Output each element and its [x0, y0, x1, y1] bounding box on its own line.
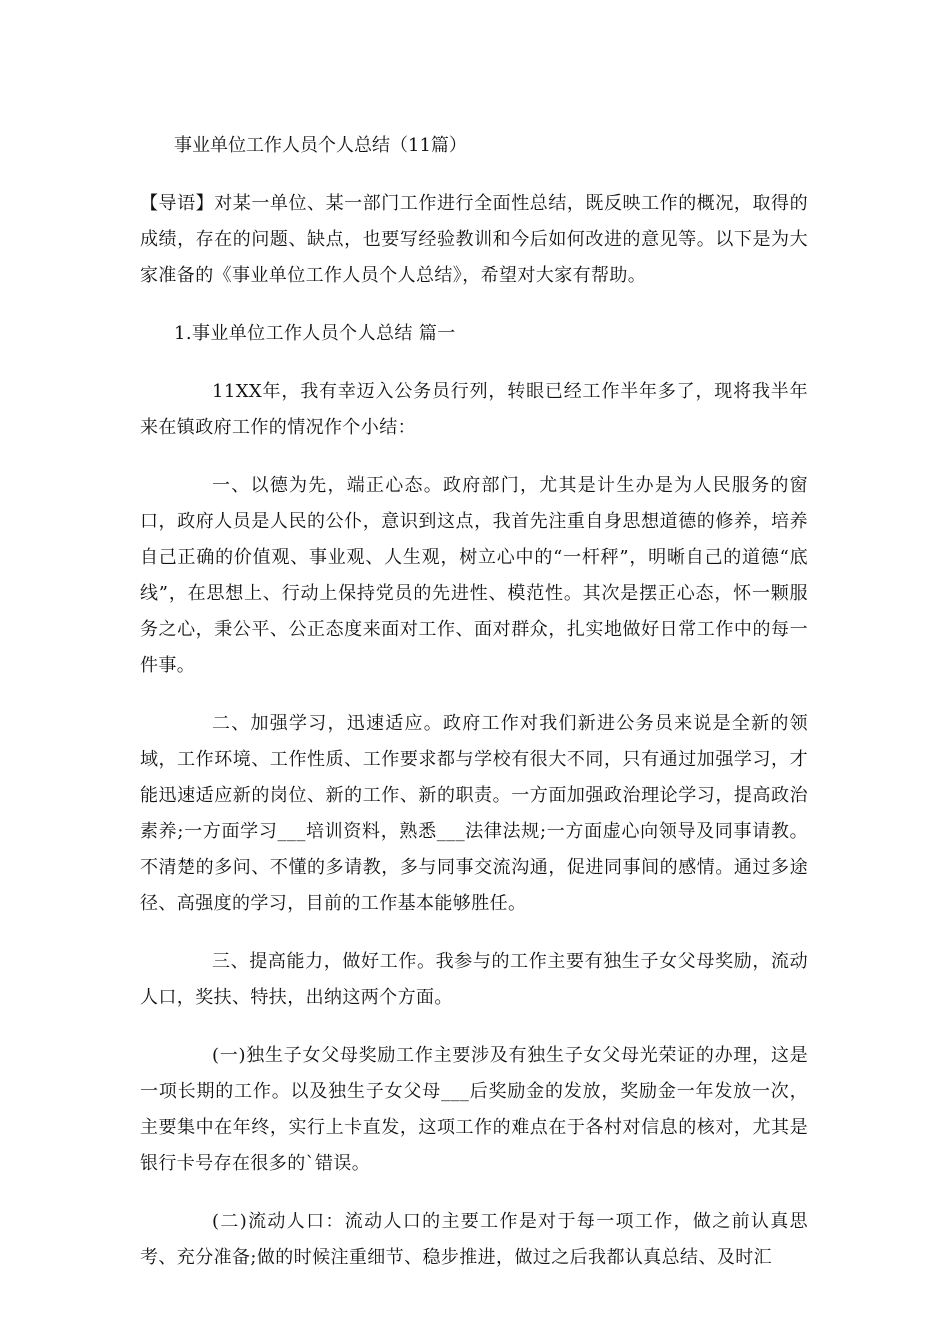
paragraph-sub-one: (一)独生子女父母奖励工作主要涉及有独生子女父母光荣证的办理，这是一项长期的工作。以及独生子女父母___后奖励金的发放，奖励金一年发放一次，主要集中在年终，实行上卡直发，这项工作的难点在于各村对信息的核对，尤其是银行卡号存在很多的`错误。 [140, 1045, 808, 1174]
document-title: 事业单位工作人员个人总结（11篇） [174, 135, 467, 156]
paragraph-sub-two: (二)流动人口：流动人口的主要工作是对于每一项工作，做之前认真思考、充分准备;做的时候注重细节、稳步推进，做过之后我都认真总结、及时汇 [140, 1211, 808, 1268]
paragraph-point-two: 二、加强学习，迅速适应。政府工作对我们新进公务员来说是全新的领域，工作环境、工作性质、工作要求都与学校有很大不同，只有通过加强学习，才能迅速适应新的岗位、新的工作、新的职责。一方面加强政治理论学习，提高政治素养;一方面学习___培训资料，熟悉___法律法规;一方面虚心向领导及同事请教。不清楚的多问、不懂的多请教，多与同事交流沟通，促进同事间的感情。通过多途径、高强度的学习，目前的工作基本能够胜任。 [140, 713, 808, 914]
section-heading: 1.事业单位工作人员个人总结 篇一 [174, 323, 456, 344]
paragraph-point-one: 一、以德为先，端正心态。政府部门，尤其是计生办是为人民服务的窗口，政府人员是人民的公仆，意识到这点，我首先注重自身思想道德的修养，培养自己正确的价值观、事业观、人生观，树立心中的“一杆秤”，明晰自己的道德“底线”，在思想上、行动上保持党员的先进性、模范性。其次是摆正心态，怀一颗服务之心，秉公平、公正态度来面对工作、面对群众，扎实地做好日常工作中的每一件事。 [140, 475, 808, 676]
document-page [140, 128, 808, 1276]
intro-paragraph: 【导语】对某一单位、某一部门工作进行全面性总结，既反映工作的概况，取得的成绩，存在的问题、缺点，也要写经验教训和今后如何改进的意见等。以下是为大家准备的《事业单位工作人员个人总结》，希望对大家有帮助。 [140, 193, 808, 286]
paragraph-point-three: 三、提高能力，做好工作。我参与的工作主要有独生子女父母奖励，流动人口，奖扶、特扶，出纳这两个方面。 [140, 951, 808, 1008]
paragraph-opening: 11XX年，我有幸迈入公务员行列，转眼已经工作半年多了，现将我半年来在镇政府工作的情况作个小结： [140, 381, 808, 438]
